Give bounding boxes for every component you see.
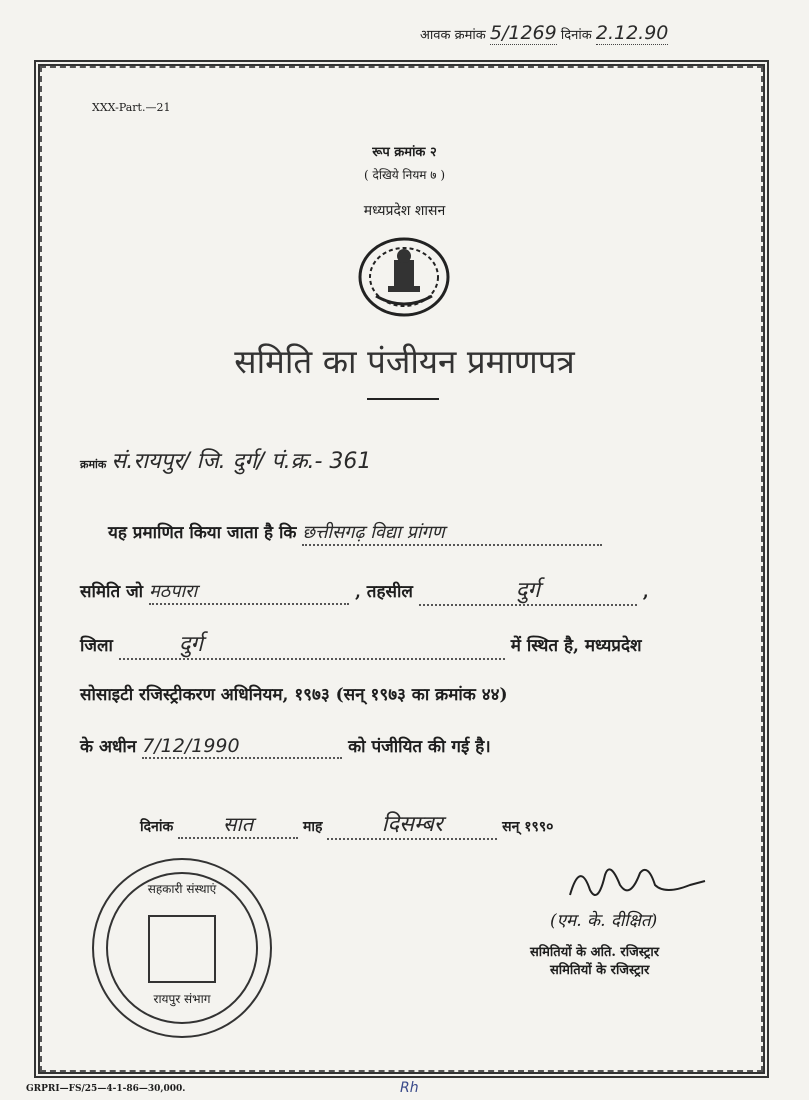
tehsil-comma: , <box>642 582 649 602</box>
district-line <box>80 628 642 660</box>
samiti-label: समिति जो <box>80 582 144 602</box>
inward-date-label: दिनांक <box>560 28 592 43</box>
title-underline <box>367 398 439 400</box>
registrar-signature-icon <box>560 855 710 910</box>
registration-date: 7/12/1990 <box>142 735 342 759</box>
registrar-designation-2: समितियों के रजिस्ट्रार <box>550 963 650 978</box>
dinank-label: दिनांक <box>140 819 174 835</box>
act-line: सोसाइटी रजिस्ट्रीकरण अधिनियम, १९७३ (सन् १९७३ का क्रमांक ४४) <box>80 685 508 705</box>
village-name: मठपारा <box>149 579 349 605</box>
registrar-name: (एम. के. दीक्षित) <box>550 911 658 931</box>
society-name: छत्तीसगढ़ विद्या प्रांगण <box>302 520 602 546</box>
registrar-seal-emblem <box>148 915 216 983</box>
dinank-value: सात <box>178 810 298 839</box>
registration-number: सं.रायपुर/ जि. दुर्ग/ पं.क्र.- 361 <box>111 449 372 474</box>
certify-line <box>108 520 602 546</box>
state-emblem-icon <box>356 236 452 318</box>
seal-city: रायपुर संभाग <box>153 992 211 1006</box>
registered-text: को पंजीयित की गई है। <box>348 737 491 757</box>
certificate-title: समिति का पंजीयन प्रमाणपत्र <box>234 342 575 381</box>
month-value: दिसम्बर <box>327 808 497 840</box>
inward-date: 2.12.90 <box>595 22 669 44</box>
footer-initials: Rh <box>400 1080 419 1096</box>
inward-stamp <box>420 22 668 44</box>
government-name: मध्यप्रदेश शासन <box>363 203 446 219</box>
located-text: में स्थित है, मध्यप्रदेश <box>510 636 642 656</box>
form-number: रूप क्रमांक २ <box>372 145 437 160</box>
district-name: दुर्ग <box>119 628 505 660</box>
date-line <box>140 808 553 840</box>
tehsil-name: दुर्ग <box>419 574 637 606</box>
under-label: के अधीन <box>80 737 137 757</box>
year-label: सन् १९९० <box>502 819 554 835</box>
inward-number-label: आवक क्रमांक <box>420 28 486 43</box>
registered-line <box>80 734 491 759</box>
district-label: जिला <box>80 636 113 656</box>
rule-reference: ( देखिये नियम ७ ) <box>363 168 446 182</box>
certify-text: यह प्रमाणित किया जाता है कि <box>108 523 297 543</box>
print-code: GRPRI—FS/25—4-1-86—30,000. <box>26 1084 186 1094</box>
registration-label: क्रमांक <box>80 458 107 471</box>
registrar-designation-1: समितियों के अति. रजिस्ट्रार <box>530 945 660 960</box>
doc-ref: XXX-Part.—21 <box>92 101 171 114</box>
samiti-line <box>80 574 649 606</box>
month-label: माह <box>302 819 323 835</box>
seal-text: सहकारी संस्थाएं <box>147 882 217 896</box>
registration-row <box>80 445 371 475</box>
inward-number: 5/1269 <box>489 22 557 44</box>
tehsil-label: , तहसील <box>354 582 413 602</box>
